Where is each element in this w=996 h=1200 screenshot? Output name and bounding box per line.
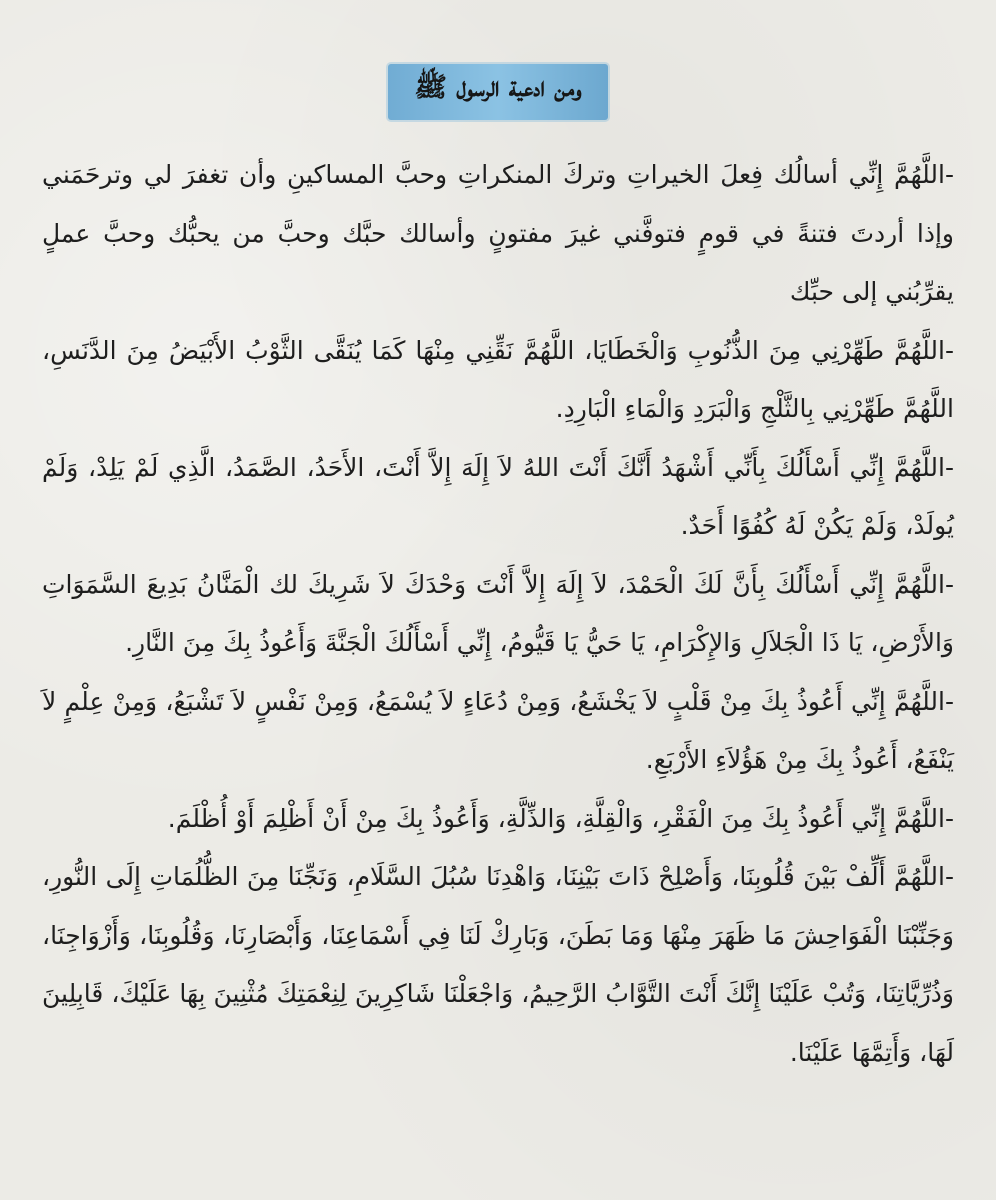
supplication-paragraph: -اللَّهُمَّ إِنِّي أَسْأَلُكَ بِأَنِّي أَشْهَدُ أَنَّكَ أَنْتَ اللهُ لاَ إِلَهَ إِلاَّ أَنْتَ، الأَحَدُ، الصَّمَدُ، الَّذِي لَمْ يَلِدْ، وَلَمْ يُولَدْ، وَلَمْ يَكُنْ لَهُ كُفُوًا أَحَدٌ. (42, 452, 954, 540)
supplication-paragraph: -اللَّهُمَّ إِنِّي أَعُوذُ بِكَ مِنَ الْفَقْرِ، وَالْقِلَّةِ، وَالذِّلَّةِ، وَأَعُوذُ بِكَ مِنْ أَنْ أَظْلِمَ أَوْ أُظْلَمَ. (167, 803, 954, 833)
supplication-paragraph: -اللَّهُمَّ إِنِّي أَسْأَلُكَ بِأَنَّ لَكَ الْحَمْدَ، لاَ إِلَهَ إِلاَّ أَنْتَ وَحْدَكَ لاَ شَرِيكَ لك الْمَنَّانُ بَدِيعَ السَّمَوَاتِ وَالأَرْضِ، يَا ذَا الْجَلاَلِ وَالإِكْرَامِ، يَا حَيُّ يَا قَيُّومُ، إِنِّي أَسْأَلُكَ الْجَنَّةَ وَأَعُوذُ بِكَ مِنَ النَّارِ. (42, 569, 954, 657)
supplications-list (42, 146, 954, 1082)
title-banner (0, 64, 996, 120)
supplication-paragraph: -اللَّهُمَّ إِنِّي أسالُك فِعلَ الخيراتِ وتركَ المنكراتِ وحبَّ المساكينِ وأن تغفرَ لي وترحَمَني وإذا أردتَ فتنةً في قومٍ فتوفَّني غيرَ مفتونٍ وأسالك حبَّك وحبَّ من يحبُّك وحبَّ عملٍ يقرِّبُني إلى حبِّك (42, 160, 954, 306)
supplication-paragraph: -اللَّهُمَّ إِنِّي أَعُوذُ بِكَ مِنْ قَلْبٍ لاَ يَخْشَعُ، وَمِنْ دُعَاءٍ لاَ يُسْمَعُ، وَمِنْ نَفْسٍ لاَ تَشْبَعُ، وَمِنْ عِلْمٍ لاَ يَنْفَعُ، أَعُوذُ بِكَ مِنْ هَؤُلاَءِ الأَرْبَعِ. (42, 686, 954, 774)
page-title: ومن ادعية الرسول ﷺ (388, 64, 607, 120)
supplication-paragraph: -اللَّهُمَّ أَلِّفْ بَيْنَ قُلُوبِنَا، وَأَصْلِحْ ذَاتَ بَيْنِنَا، وَاهْدِنَا سُبُلَ السَّلَامِ، وَنَجِّنَا مِنَ الظُّلُمَاتِ إِلَى النُّورِ، وَجَنِّبْنَا الْفَوَاحِشَ مَا ظَهَرَ مِنْهَا وَمَا بَطَنَ، وَبَارِكْ لَنَا فِي أَسْمَاعِنَا، وَأَبْصَارِنَا، وَقُلُوبِنَا، وَأَزْوَاجِنَا، وَذُرِّيَّاتِنَا، وَتُبْ عَلَيْنَا إِنَّكَ أَنْتَ التَّوَّابُ الرَّحِيمُ، وَاجْعَلْنَا شَاكِرِينَ لِنِعْمَتِكَ مُثْنِينَ بِهَا عَلَيْكَ، قَابِلِينَ لَهَا، وَأَتِمَّهَا عَلَيْنَا. (42, 862, 954, 1067)
supplication-paragraph: -اللَّهُمَّ طَهِّرْنِي مِنَ الذُّنُوبِ وَالْخَطَايَا، اللَّهُمَّ نَقِّنِي مِنْهَا كَمَا يُنَقَّى الثَّوْبُ الأَبْيَضُ مِنَ الدَّنَسِ، اللَّهُمَّ طَهِّرْنِي بِالثَّلْجِ وَالْبَرَدِ وَالْمَاءِ الْبَارِدِ. (42, 335, 954, 423)
